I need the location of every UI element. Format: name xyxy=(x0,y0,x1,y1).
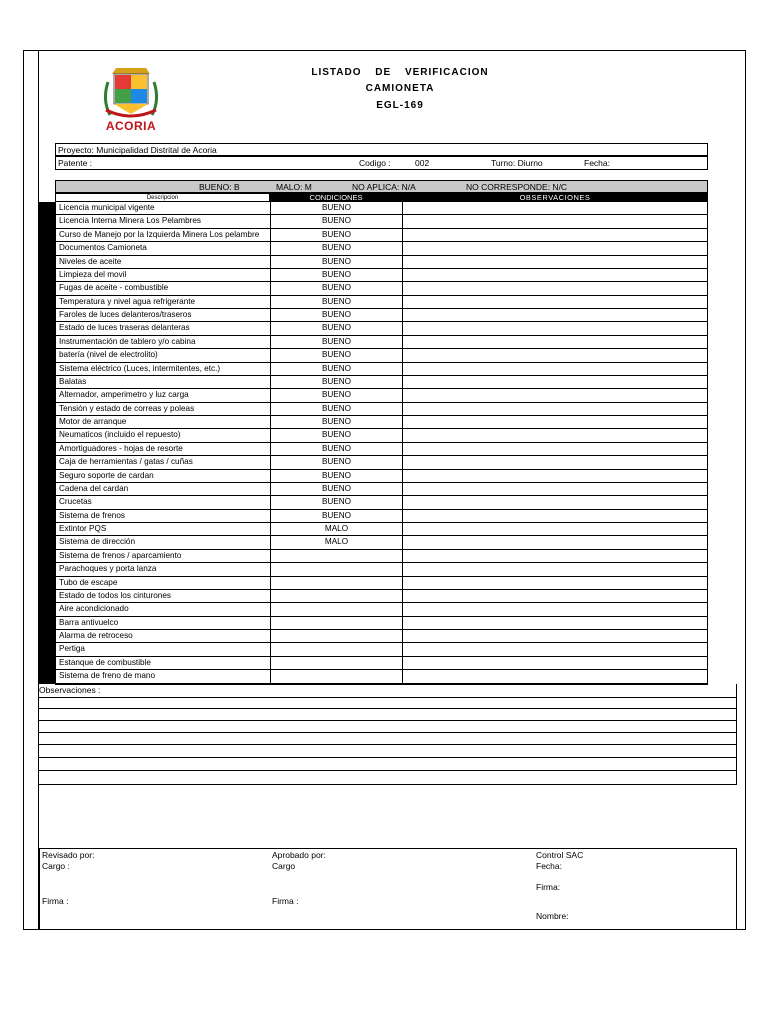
project-row xyxy=(55,143,708,156)
item-observation[interactable] xyxy=(403,483,707,495)
item-description: Extintor PQS xyxy=(56,523,271,535)
item-condition[interactable]: BUENO xyxy=(271,229,403,241)
item-observation[interactable] xyxy=(403,416,707,428)
table-row xyxy=(56,403,707,416)
firma-label-2: Firma : xyxy=(272,896,299,906)
item-description: Curso de Manejo por la Izquierda Minera Los pelambre xyxy=(56,229,271,241)
item-condition[interactable]: BUENO xyxy=(271,309,403,321)
item-observation[interactable] xyxy=(403,670,707,682)
table-row xyxy=(56,496,707,509)
table-row xyxy=(56,215,707,228)
item-observation[interactable] xyxy=(403,657,707,669)
item-condition[interactable]: BUENO xyxy=(271,389,403,401)
codigo-label: Codigo : xyxy=(359,158,391,168)
item-description: Documentos Camioneta xyxy=(56,242,271,254)
item-observation[interactable] xyxy=(403,443,707,455)
item-observation[interactable] xyxy=(403,550,707,562)
obs-line xyxy=(39,744,737,745)
table-row xyxy=(56,577,707,590)
table-row xyxy=(56,510,707,523)
item-observation[interactable] xyxy=(403,523,707,535)
item-description: Temperatura y nivel agua refrigerante xyxy=(56,296,271,308)
codigo-value: 002 xyxy=(415,158,430,168)
table-row xyxy=(56,416,707,429)
table-row xyxy=(56,429,707,442)
item-condition[interactable]: BUENO xyxy=(271,483,403,495)
header-observaciones: OBSERVACIONES xyxy=(402,193,708,202)
item-condition[interactable] xyxy=(271,603,403,615)
table-row xyxy=(56,322,707,335)
turno-label: Turno: Diurno xyxy=(491,158,543,168)
item-description: Balatas xyxy=(56,376,271,388)
legend-no-aplica: NO APLICA: N/A xyxy=(352,182,416,192)
item-condition[interactable] xyxy=(271,550,403,562)
item-description: Neumaticos (incluido el repuesto) xyxy=(56,429,271,441)
item-observation[interactable] xyxy=(403,363,707,375)
item-observation[interactable] xyxy=(403,215,707,227)
item-condition[interactable]: BUENO xyxy=(271,456,403,468)
item-condition[interactable]: BUENO xyxy=(271,336,403,348)
item-description: Alternador, amperimetro y luz carga xyxy=(56,389,271,401)
item-observation[interactable] xyxy=(403,617,707,629)
document-title: LISTADO DE VERIFICACION xyxy=(311,67,489,78)
observaciones-label: Observaciones : xyxy=(39,685,101,695)
table-row xyxy=(56,603,707,616)
item-observation[interactable] xyxy=(403,376,707,388)
item-observation[interactable] xyxy=(403,603,707,615)
item-description: Sistema de dirección xyxy=(56,536,271,548)
table-row xyxy=(56,309,707,322)
item-observation[interactable] xyxy=(403,336,707,348)
item-description: Estado de todos los cinturones xyxy=(56,590,271,602)
table-row xyxy=(56,617,707,630)
item-condition[interactable]: MALO xyxy=(271,523,403,535)
item-condition[interactable] xyxy=(271,643,403,655)
item-observation[interactable] xyxy=(403,202,707,214)
obs-line xyxy=(39,757,737,758)
item-condition[interactable] xyxy=(271,590,403,602)
item-description: Faroles de luces delanteros/traseros xyxy=(56,309,271,321)
table-row xyxy=(56,269,707,282)
item-description: Motor de arranque xyxy=(56,416,271,428)
table-row xyxy=(56,242,707,255)
item-condition[interactable] xyxy=(271,617,403,629)
obs-line xyxy=(39,697,737,698)
table-row xyxy=(56,536,707,549)
item-observation[interactable] xyxy=(403,269,707,281)
fecha-label: Fecha: xyxy=(584,158,610,168)
document-subtitle: CAMIONETA xyxy=(365,83,435,94)
table-row xyxy=(56,523,707,536)
table-row xyxy=(56,256,707,269)
table-row xyxy=(56,657,707,670)
item-observation[interactable] xyxy=(403,389,707,401)
revisado-label: Revisado por: xyxy=(42,850,95,860)
item-condition[interactable]: BUENO xyxy=(271,416,403,428)
item-description: Amortiguadores - hojas de resorte xyxy=(56,443,271,455)
obs-line xyxy=(39,720,737,721)
legend-bueno: BUENO: B xyxy=(199,182,240,192)
item-observation[interactable] xyxy=(403,349,707,361)
item-description: Tensión y estado de correas y poleas xyxy=(56,403,271,415)
item-observation[interactable] xyxy=(403,322,707,334)
item-condition[interactable]: BUENO xyxy=(271,296,403,308)
table-row xyxy=(56,590,707,603)
table-row xyxy=(56,282,707,295)
vehicle-plate: EGL-169 xyxy=(376,100,424,111)
item-observation[interactable] xyxy=(403,577,707,589)
table-row xyxy=(56,443,707,456)
condition-legend xyxy=(55,180,708,193)
item-condition[interactable]: BUENO xyxy=(271,256,403,268)
item-condition[interactable]: BUENO xyxy=(271,322,403,334)
item-description: Seguro soporte de cardan xyxy=(56,470,271,482)
item-description: Sistema de frenos / aparcamiento xyxy=(56,550,271,562)
item-observation[interactable] xyxy=(403,296,707,308)
legend-malo: MALO: M xyxy=(276,182,312,192)
firma-label-1: Firma : xyxy=(42,896,69,906)
item-observation[interactable] xyxy=(403,470,707,482)
item-condition[interactable] xyxy=(271,657,403,669)
item-condition[interactable]: BUENO xyxy=(271,282,403,294)
signature-section xyxy=(39,848,737,930)
item-observation[interactable] xyxy=(403,282,707,294)
control-sac-label: Control SAC xyxy=(536,850,584,860)
obs-line xyxy=(39,708,737,709)
item-condition[interactable]: BUENO xyxy=(271,496,403,508)
item-condition[interactable]: BUENO xyxy=(271,215,403,227)
table-row xyxy=(56,389,707,402)
item-observation[interactable] xyxy=(403,429,707,441)
item-condition[interactable]: BUENO xyxy=(271,376,403,388)
item-description: Estanque de combustible xyxy=(56,657,271,669)
project-label: Proyecto: Municipalidad Distrital de Acoria xyxy=(58,145,217,155)
item-condition[interactable]: MALO xyxy=(271,536,403,548)
table-row xyxy=(56,670,707,683)
item-observation[interactable] xyxy=(403,590,707,602)
item-description: Cadena del cardan xyxy=(56,483,271,495)
item-condition[interactable]: BUENO xyxy=(271,443,403,455)
fecha-label-sig: Fecha: xyxy=(536,861,562,871)
item-description: Aire acondicionado xyxy=(56,603,271,615)
item-description: Crucetas xyxy=(56,496,271,508)
firma-label-3: Firma: xyxy=(536,882,561,892)
item-description: Sistema eléctrico (Luces, intermitentes, etc.) xyxy=(56,363,271,375)
table-row xyxy=(56,202,707,215)
item-description: batería (nivel de electrolito) xyxy=(56,349,271,361)
table-row xyxy=(56,296,707,309)
item-description: Sistema de frenos xyxy=(56,510,271,522)
item-description: Pertiga xyxy=(56,643,271,655)
item-condition[interactable] xyxy=(271,577,403,589)
table-row xyxy=(56,470,707,483)
item-observation[interactable] xyxy=(403,309,707,321)
legend-no-corresponde: NO CORRESPONDE: N/C xyxy=(466,182,568,192)
aprobado-label: Aprobado por: xyxy=(272,850,326,860)
item-observation[interactable] xyxy=(403,403,707,415)
item-observation[interactable] xyxy=(403,256,707,268)
table-row xyxy=(56,563,707,576)
table-row xyxy=(56,229,707,242)
item-description: Parachoques y porta lanza xyxy=(56,563,271,575)
item-condition[interactable]: BUENO xyxy=(271,269,403,281)
obs-line xyxy=(39,732,737,733)
item-condition[interactable]: BUENO xyxy=(271,349,403,361)
item-condition[interactable]: BUENO xyxy=(271,429,403,441)
table-row xyxy=(56,376,707,389)
item-description: Licencia municipal vigente xyxy=(56,202,271,214)
section-sidebar xyxy=(39,202,55,684)
item-description: Limpieza del movil xyxy=(56,269,271,281)
item-description: Sistema de freno de mano xyxy=(56,670,271,682)
item-observation[interactable] xyxy=(403,496,707,508)
item-description: Licencia Interna Minera Los Pelambres xyxy=(56,215,271,227)
table-row xyxy=(56,630,707,643)
patent-row xyxy=(55,156,708,170)
obs-line xyxy=(39,770,737,771)
table-row xyxy=(56,550,707,563)
item-condition[interactable] xyxy=(271,563,403,575)
item-observation[interactable] xyxy=(403,536,707,548)
item-condition[interactable]: BUENO xyxy=(271,403,403,415)
item-condition[interactable]: BUENO xyxy=(271,242,403,254)
item-description: Estado de luces traseras delanteras xyxy=(56,322,271,334)
item-description: Barra antivuelco xyxy=(56,617,271,629)
item-condition[interactable] xyxy=(271,670,403,682)
cargo-label-1: Cargo : xyxy=(42,861,70,871)
item-observation[interactable] xyxy=(403,563,707,575)
item-observation[interactable] xyxy=(403,630,707,642)
table-row xyxy=(56,643,707,656)
item-observation[interactable] xyxy=(403,229,707,241)
checklist-table xyxy=(55,202,708,685)
table-row xyxy=(56,336,707,349)
item-observation[interactable] xyxy=(403,643,707,655)
item-description: Tubo de escape xyxy=(56,577,271,589)
item-description: Caja de herramientas / gatas / cuñas xyxy=(56,456,271,468)
item-observation[interactable] xyxy=(403,242,707,254)
table-row xyxy=(56,483,707,496)
header-condiciones: CONDICIONES xyxy=(270,193,402,202)
item-observation[interactable] xyxy=(403,510,707,522)
item-description: Fugas de aceite - combustible xyxy=(56,282,271,294)
table-row xyxy=(56,456,707,469)
item-condition[interactable]: BUENO xyxy=(271,363,403,375)
item-description: Alarma de retroceso xyxy=(56,630,271,642)
item-condition[interactable]: BUENO xyxy=(271,510,403,522)
table-row xyxy=(56,349,707,362)
item-condition[interactable] xyxy=(271,630,403,642)
logo-text: ACORIA xyxy=(105,119,157,133)
item-description: Instrumentación de tablero y/o cabina xyxy=(56,336,271,348)
header-descripcion: Descripcion xyxy=(55,193,270,202)
item-condition[interactable]: BUENO xyxy=(271,202,403,214)
item-observation[interactable] xyxy=(403,456,707,468)
nombre-label: Nombre: xyxy=(536,911,569,921)
patente-label: Patente : xyxy=(58,158,93,168)
item-condition[interactable]: BUENO xyxy=(271,470,403,482)
cargo-label-2: Cargo xyxy=(272,861,296,871)
item-description: Niveles de aceite xyxy=(56,256,271,268)
table-row xyxy=(56,363,707,376)
obs-line xyxy=(39,784,737,785)
